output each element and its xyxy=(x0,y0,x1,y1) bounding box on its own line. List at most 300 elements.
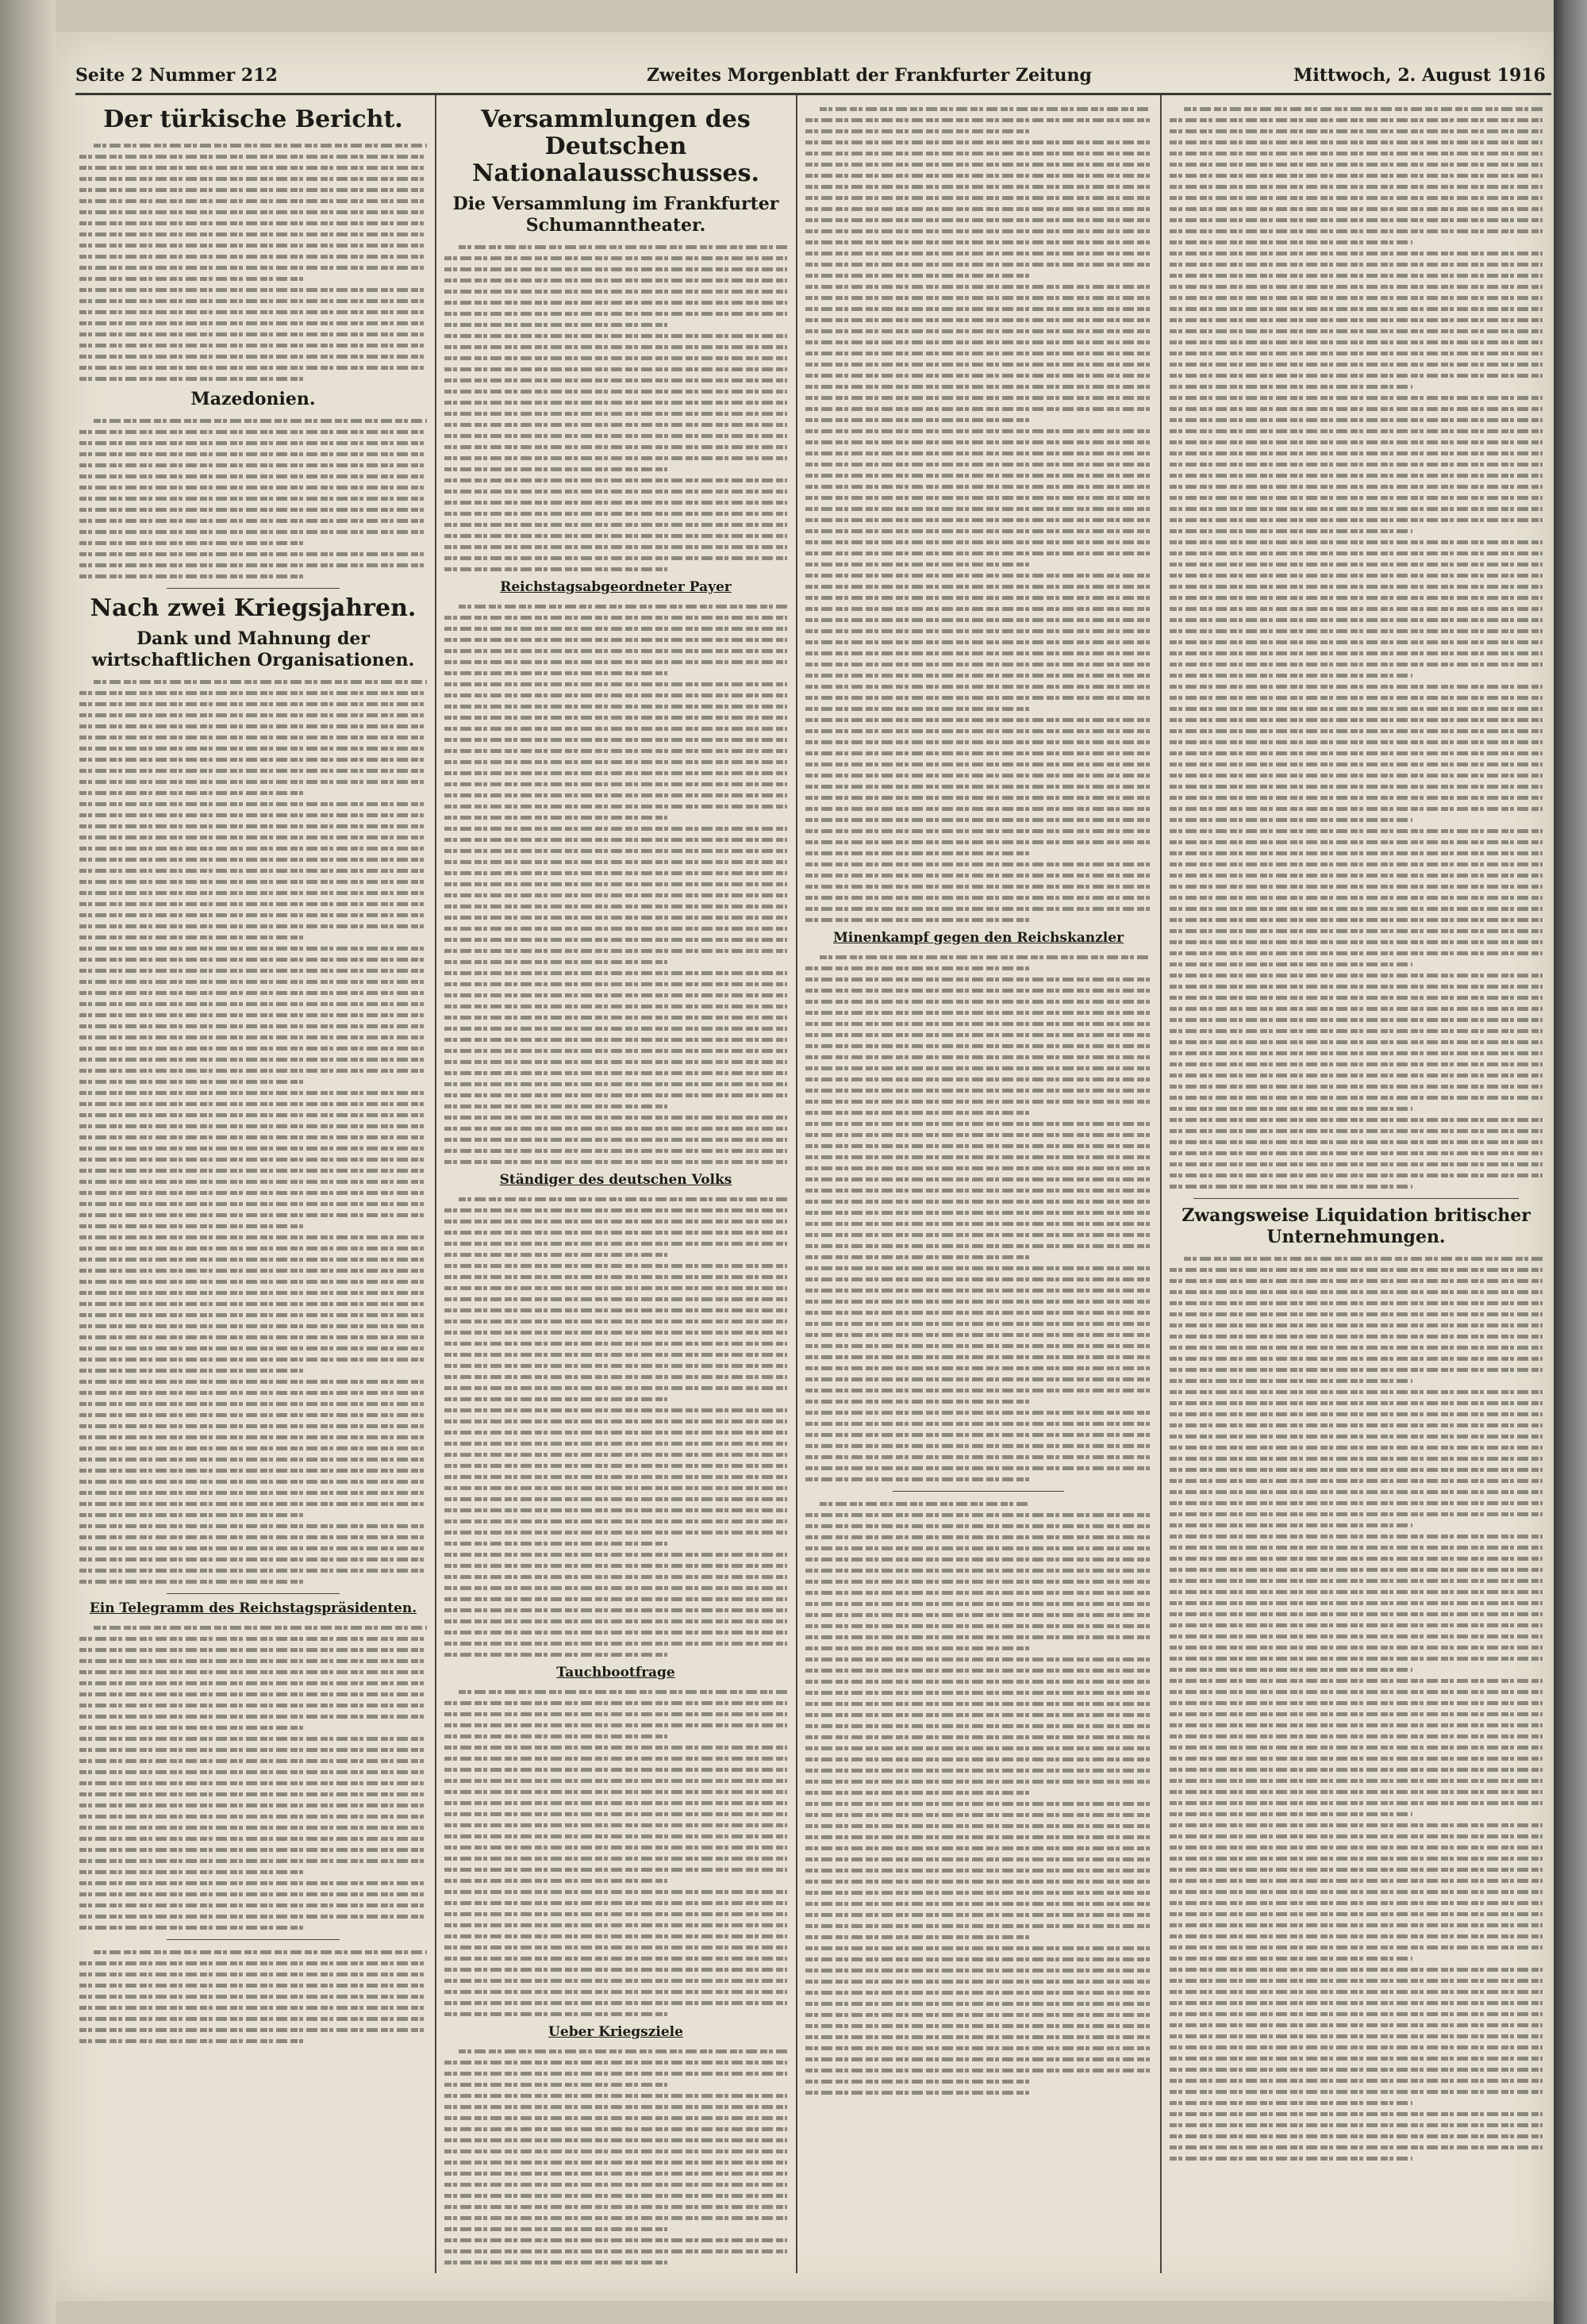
text-line xyxy=(444,1830,787,1842)
text-line xyxy=(805,659,1151,670)
text-line xyxy=(805,470,1151,481)
column-rule-2 xyxy=(796,95,797,2273)
text-line xyxy=(1170,1486,1543,1497)
text-line xyxy=(444,823,787,834)
text-line xyxy=(1170,259,1543,270)
text-line xyxy=(79,932,427,943)
text-line xyxy=(79,865,427,876)
text-line xyxy=(1170,1419,1543,1431)
text-line xyxy=(79,909,427,920)
text-line xyxy=(805,1998,1151,2009)
text-line xyxy=(444,1360,787,1371)
headline-tuerkischer-bericht: Der türkische Bericht. xyxy=(103,106,403,133)
text-line xyxy=(444,1571,787,1582)
text-line xyxy=(444,1786,787,1797)
text-line xyxy=(1170,570,1543,581)
text-line xyxy=(79,1531,427,1542)
text-line xyxy=(79,1376,427,1387)
text-line xyxy=(444,2257,787,2268)
text-line xyxy=(805,492,1151,503)
text-line xyxy=(444,541,787,552)
text-line xyxy=(805,1218,1151,1229)
text-line xyxy=(444,2079,787,2090)
text-line xyxy=(1170,1775,1543,1786)
separator xyxy=(167,1939,340,1940)
text-line xyxy=(444,878,787,889)
subhead-minenkampf: Minenkampf gegen den Reichskanzler xyxy=(832,930,1124,946)
text-line xyxy=(79,328,427,340)
text-line xyxy=(79,1900,427,1911)
text-line xyxy=(1170,1731,1543,1742)
text-line xyxy=(444,1460,787,1471)
text-line xyxy=(444,1216,787,1227)
text-line xyxy=(805,303,1151,314)
text-line xyxy=(79,1733,427,1744)
text-line xyxy=(444,241,787,252)
text-line xyxy=(79,1476,427,1487)
text-line xyxy=(444,1316,787,1327)
text-line xyxy=(79,1700,427,1711)
text-line xyxy=(1170,1408,1543,1419)
text-line xyxy=(79,240,427,251)
text-line xyxy=(1170,1286,1543,1297)
text-line xyxy=(1170,1253,1543,1264)
text-line xyxy=(1170,1853,1543,1864)
text-line xyxy=(1170,2097,1543,2108)
text-line xyxy=(444,623,787,634)
text-line xyxy=(805,1340,1151,1351)
text-line xyxy=(79,1542,427,1554)
text-line xyxy=(1170,348,1543,359)
text-line xyxy=(1170,1875,1543,1886)
text-line xyxy=(79,1755,427,1766)
text-line xyxy=(79,954,427,965)
text-line xyxy=(1170,470,1543,481)
text-line xyxy=(1170,1497,1543,1508)
text-line xyxy=(79,1442,427,1454)
text-line xyxy=(1170,747,1543,759)
text-line xyxy=(444,1067,787,1078)
text-line xyxy=(805,803,1151,814)
text-line xyxy=(805,1631,1151,1642)
text-line xyxy=(79,162,427,173)
text-line xyxy=(444,2123,787,2134)
text-line xyxy=(1170,1664,1543,1675)
text-line xyxy=(1170,236,1543,248)
text-line xyxy=(444,956,787,967)
text-line xyxy=(1170,836,1543,847)
text-line xyxy=(805,1698,1151,1709)
text-line xyxy=(79,1855,427,1866)
text-line xyxy=(79,765,427,776)
text-line xyxy=(1170,459,1543,470)
text-line xyxy=(805,1831,1151,1842)
text-line xyxy=(444,634,787,645)
text-line xyxy=(1170,1170,1543,1181)
article-mazedonien xyxy=(79,415,427,582)
separator xyxy=(167,588,340,589)
text-line xyxy=(1170,248,1543,259)
text-line xyxy=(805,570,1151,581)
text-line xyxy=(1170,1697,1543,1708)
text-line xyxy=(805,603,1151,614)
text-line xyxy=(805,181,1151,192)
text-line xyxy=(444,1515,787,1527)
text-line xyxy=(444,1304,787,1316)
text-line xyxy=(444,1897,787,1908)
text-line xyxy=(79,1822,427,1833)
text-line xyxy=(1170,1553,1543,1564)
text-line xyxy=(1170,503,1543,514)
article-minenkampf xyxy=(805,951,1151,1485)
text-line xyxy=(79,1677,427,1688)
text-line xyxy=(444,1649,787,1660)
text-line xyxy=(79,1387,427,1398)
text-line xyxy=(444,1427,787,1438)
text-line xyxy=(805,1898,1151,1909)
text-line xyxy=(79,1420,427,1431)
text-line xyxy=(805,1273,1151,1285)
text-line xyxy=(805,1185,1151,1196)
text-line xyxy=(444,1764,787,1775)
column-3 xyxy=(805,102,1151,2268)
text-line xyxy=(805,974,1151,985)
text-line xyxy=(444,1975,787,1986)
text-line xyxy=(444,1471,787,1482)
text-line xyxy=(1170,1686,1543,1697)
text-line xyxy=(1170,559,1543,570)
text-line xyxy=(805,203,1151,214)
text-line xyxy=(1170,536,1543,547)
text-line xyxy=(444,912,787,923)
text-line xyxy=(79,687,427,698)
text-line xyxy=(79,1154,427,1165)
text-line xyxy=(805,836,1151,847)
text-line xyxy=(79,1265,427,1276)
text-line xyxy=(79,1409,427,1420)
text-line xyxy=(79,1811,427,1822)
text-line xyxy=(79,1946,427,1957)
text-line xyxy=(444,1697,787,1708)
article-berlin-nationalausschuss xyxy=(805,1498,1151,2098)
text-line xyxy=(444,375,787,386)
text-line xyxy=(1170,2142,1543,2153)
article-heeresbericht-berichtigung xyxy=(79,1946,427,2046)
text-line xyxy=(1170,270,1543,281)
masthead-page-number: Seite 2 Nummer 212 xyxy=(75,65,278,86)
text-line xyxy=(1170,1719,1543,1731)
text-line xyxy=(444,1012,787,1023)
text-line xyxy=(1170,1864,1543,1875)
text-line xyxy=(805,325,1151,336)
text-line xyxy=(444,1449,787,1460)
text-line xyxy=(805,136,1151,148)
text-line xyxy=(805,770,1151,781)
text-line xyxy=(805,336,1151,348)
text-line xyxy=(79,351,427,362)
text-line xyxy=(444,1482,787,1493)
text-line xyxy=(1170,1764,1543,1775)
text-line xyxy=(1170,214,1543,225)
text-line xyxy=(805,1007,1151,1018)
text-line xyxy=(805,614,1151,625)
text-line xyxy=(1170,1331,1543,1342)
text-line xyxy=(1170,781,1543,792)
text-line xyxy=(79,965,427,976)
text-line xyxy=(1170,1014,1543,1025)
text-line xyxy=(444,1089,787,1101)
text-line xyxy=(1170,870,1543,881)
text-line xyxy=(805,1196,1151,1207)
text-line xyxy=(444,1582,787,1593)
text-line xyxy=(805,1085,1151,1096)
text-line xyxy=(79,1554,427,1565)
text-line xyxy=(1170,325,1543,336)
text-line xyxy=(1170,1114,1543,1125)
text-line xyxy=(79,1065,427,1076)
text-line xyxy=(1170,1364,1543,1375)
text-line xyxy=(444,1493,787,1504)
text-line xyxy=(79,504,427,515)
text-line xyxy=(79,1454,427,1465)
text-line xyxy=(444,363,787,375)
text-line xyxy=(79,1120,427,1131)
text-line xyxy=(1170,714,1543,725)
text-line xyxy=(79,743,427,754)
text-line xyxy=(444,756,787,767)
text-line xyxy=(1170,692,1543,703)
text-line xyxy=(79,1744,427,1755)
text-line xyxy=(79,854,427,865)
text-line xyxy=(444,1338,787,1349)
text-line xyxy=(1170,1297,1543,1308)
text-line xyxy=(79,1220,427,1231)
text-line xyxy=(1170,958,1543,970)
text-line xyxy=(444,419,787,430)
text-line xyxy=(79,920,427,932)
text-line xyxy=(1170,670,1543,681)
text-line xyxy=(79,1766,427,1777)
text-line xyxy=(1170,614,1543,625)
text-line xyxy=(79,1287,427,1298)
text-line xyxy=(79,776,427,787)
separator xyxy=(893,1491,1064,1492)
text-line xyxy=(805,414,1151,425)
text-line xyxy=(79,1231,427,1243)
text-line xyxy=(805,381,1151,392)
text-line xyxy=(1170,1431,1543,1442)
text-line xyxy=(805,1107,1151,1118)
text-line xyxy=(444,2008,787,2019)
text-line xyxy=(444,1753,787,1764)
headline-nach-zwei-kriegsjahren: Nach zwei Kriegsjahren. xyxy=(90,594,417,622)
text-line xyxy=(805,1587,1151,1598)
text-line xyxy=(1170,947,1543,958)
text-line xyxy=(1170,359,1543,370)
text-line xyxy=(79,184,427,195)
text-line xyxy=(805,559,1151,570)
text-line xyxy=(79,1655,427,1666)
text-line xyxy=(79,2002,427,2013)
text-line xyxy=(79,720,427,732)
text-line xyxy=(79,548,427,559)
text-line xyxy=(79,987,427,998)
text-line xyxy=(79,1487,427,1498)
text-line xyxy=(805,1798,1151,1809)
text-line xyxy=(444,656,787,667)
text-line xyxy=(444,2090,787,2101)
text-line xyxy=(805,1285,1151,1296)
text-line xyxy=(1170,1308,1543,1319)
text-line xyxy=(1170,1181,1543,1192)
text-line xyxy=(805,1174,1151,1185)
text-line xyxy=(79,1888,427,1900)
text-line xyxy=(79,1365,427,1376)
text-line xyxy=(805,170,1151,181)
text-line xyxy=(444,2101,787,2112)
text-line xyxy=(79,1209,427,1220)
text-line xyxy=(805,1385,1151,1396)
text-line xyxy=(805,547,1151,559)
text-line xyxy=(805,1765,1151,1776)
text-line xyxy=(79,1098,427,1109)
text-line xyxy=(805,525,1151,536)
text-line xyxy=(79,140,427,151)
text-line xyxy=(1170,370,1543,381)
text-line xyxy=(805,1473,1151,1485)
text-line xyxy=(1170,936,1543,947)
text-line xyxy=(805,1965,1151,1976)
text-line xyxy=(444,2223,787,2234)
text-line xyxy=(79,373,427,384)
text-line xyxy=(79,340,427,351)
text-line xyxy=(1170,1092,1543,1103)
text-line xyxy=(444,612,787,623)
text-line xyxy=(444,1953,787,1964)
text-line xyxy=(79,976,427,987)
text-line xyxy=(1170,2153,1543,2164)
text-line xyxy=(805,1720,1151,1731)
text-line xyxy=(444,856,787,867)
text-line xyxy=(444,330,787,341)
text-line xyxy=(79,217,427,229)
text-line xyxy=(444,645,787,656)
text-line xyxy=(1170,492,1543,503)
text-line xyxy=(805,1754,1151,1765)
text-line xyxy=(1170,1608,1543,1619)
text-line xyxy=(805,781,1151,792)
text-line xyxy=(79,559,427,570)
text-line xyxy=(79,1711,427,1722)
text-line xyxy=(805,1151,1151,1162)
text-line xyxy=(444,601,787,612)
text-line xyxy=(444,778,787,789)
masthead-paper-title: Zweites Morgenblatt der Frankfurter Zeitung xyxy=(647,65,1092,86)
text-line xyxy=(79,1576,427,1587)
text-line xyxy=(1170,159,1543,170)
text-line xyxy=(79,787,427,798)
text-line xyxy=(79,306,427,317)
text-line xyxy=(1170,436,1543,448)
text-line xyxy=(444,2112,787,2123)
text-line xyxy=(79,229,427,240)
text-line xyxy=(444,1193,787,1204)
text-line xyxy=(805,1096,1151,1107)
text-line xyxy=(1170,2108,1543,2119)
article-telegramm xyxy=(79,1622,427,1933)
text-line xyxy=(444,1504,787,1515)
text-line xyxy=(79,284,427,295)
text-line xyxy=(444,845,787,856)
text-line xyxy=(805,825,1151,836)
text-line xyxy=(79,173,427,184)
text-line xyxy=(805,1987,1151,1998)
text-line xyxy=(1170,1753,1543,1764)
text-line xyxy=(444,789,787,801)
text-line xyxy=(1170,448,1543,459)
text-line xyxy=(1170,1708,1543,1719)
text-line xyxy=(79,437,427,448)
text-line xyxy=(805,1842,1151,1853)
text-line xyxy=(444,834,787,845)
text-line xyxy=(1170,1081,1543,1092)
text-line xyxy=(805,1018,1151,1029)
text-line xyxy=(1170,1070,1543,1081)
text-line xyxy=(805,1240,1151,1251)
text-line xyxy=(1170,303,1543,314)
text-line xyxy=(79,732,427,743)
text-line xyxy=(805,985,1151,996)
text-line xyxy=(444,1708,787,1719)
text-line xyxy=(1170,1442,1543,1453)
text-line xyxy=(1170,770,1543,781)
text-line xyxy=(444,712,787,723)
text-line xyxy=(805,1062,1151,1074)
text-line xyxy=(1170,1464,1543,1475)
text-line xyxy=(444,275,787,286)
scan-edge-right xyxy=(1554,0,1587,2324)
article-zwangsweise-liquidation xyxy=(1170,1253,1543,2164)
text-line xyxy=(444,1045,787,1056)
text-line xyxy=(1170,881,1543,892)
text-line xyxy=(79,1131,427,1143)
text-line xyxy=(1170,170,1543,181)
text-line xyxy=(1170,1586,1543,1597)
text-line xyxy=(1170,314,1543,325)
text-line xyxy=(1170,970,1543,981)
text-line xyxy=(1170,703,1543,714)
column-1 xyxy=(79,102,427,2268)
text-line xyxy=(444,745,787,756)
text-line xyxy=(1170,2119,1543,2130)
masthead-date: Mittwoch, 2. August 1916 xyxy=(1293,65,1546,86)
text-line xyxy=(805,1162,1151,1174)
text-line xyxy=(444,430,787,441)
text-line xyxy=(1170,659,1543,670)
text-line xyxy=(444,2234,787,2245)
text-line xyxy=(805,1598,1151,1609)
text-line xyxy=(444,1416,787,1427)
text-line xyxy=(444,1538,787,1549)
text-line xyxy=(805,2076,1151,2087)
text-line xyxy=(79,1165,427,1176)
text-line xyxy=(1170,2008,1543,2019)
text-line xyxy=(444,286,787,297)
text-line xyxy=(444,1560,787,1571)
headline-telegramm-reichstagspraesident: Ein Telegramm des Reichstagspräsidenten. xyxy=(89,1600,417,1616)
text-line xyxy=(1170,1125,1543,1136)
text-line xyxy=(444,989,787,1001)
